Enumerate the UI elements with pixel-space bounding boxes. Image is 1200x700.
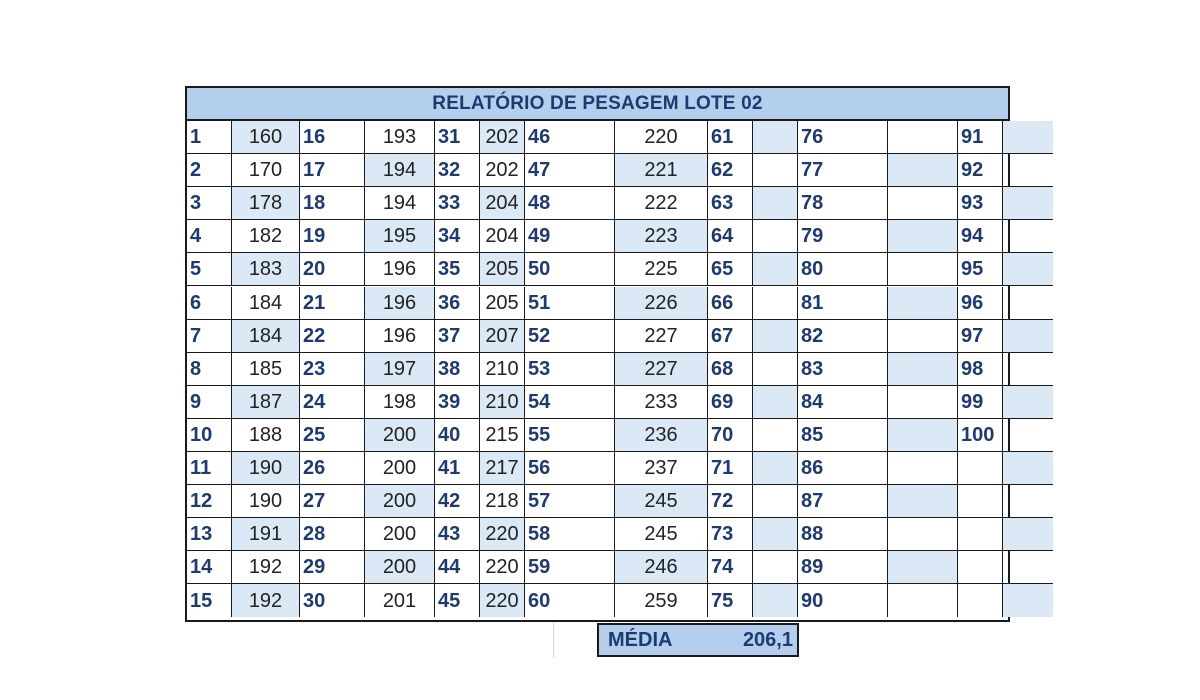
weight-value-cell: 215: [480, 419, 525, 452]
item-number-cell: 46: [525, 121, 615, 154]
weight-value-cell: 233: [615, 386, 708, 419]
weight-value-cell: [888, 121, 958, 154]
item-number-cell: 73: [708, 518, 753, 551]
item-number-cell: 37: [435, 320, 480, 353]
item-number-cell: 15: [187, 584, 232, 617]
item-number-cell: 90: [798, 584, 888, 617]
weight-value-cell: 221: [615, 154, 708, 187]
item-number-cell: 98: [958, 353, 1003, 386]
weight-value-cell: [888, 551, 958, 584]
weight-value-cell: [1003, 353, 1053, 386]
item-number-cell: 28: [300, 518, 365, 551]
item-number-cell: 10: [187, 419, 232, 452]
item-number-cell: 71: [708, 452, 753, 485]
average-box: [597, 623, 799, 657]
item-number-cell: 66: [708, 287, 753, 320]
item-number-cell: 30: [300, 584, 365, 617]
item-number-cell: 9: [187, 386, 232, 419]
weight-value-cell: [888, 154, 958, 187]
weight-value-cell: 196: [365, 287, 435, 320]
weight-value-cell: [888, 386, 958, 419]
item-number-cell: 3: [187, 187, 232, 220]
item-number-cell: [958, 518, 1003, 551]
weight-value-cell: [753, 551, 798, 584]
weighing-report-table: [185, 86, 1010, 622]
item-number-cell: 84: [798, 386, 888, 419]
item-number-cell: 79: [798, 220, 888, 253]
item-number-cell: 8: [187, 353, 232, 386]
weight-value-cell: [1003, 220, 1053, 253]
item-number-cell: 35: [435, 253, 480, 286]
weight-value-cell: 220: [615, 121, 708, 154]
item-number-cell: 65: [708, 253, 753, 286]
item-number-cell: 39: [435, 386, 480, 419]
weight-value-cell: 217: [480, 452, 525, 485]
item-number-cell: 16: [300, 121, 365, 154]
weight-value-cell: 184: [232, 287, 300, 320]
item-number-cell: 95: [958, 253, 1003, 286]
weight-value-cell: 259: [615, 584, 708, 617]
item-number-cell: 53: [525, 353, 615, 386]
report-title: RELATÓRIO DE PESAGEM LOTE 02: [432, 92, 763, 114]
weight-value-cell: 196: [365, 320, 435, 353]
item-number-cell: 72: [708, 485, 753, 518]
item-number-cell: 11: [187, 452, 232, 485]
item-number-cell: 43: [435, 518, 480, 551]
weight-value-cell: [888, 518, 958, 551]
item-number-cell: 83: [798, 353, 888, 386]
item-number-cell: 26: [300, 452, 365, 485]
item-number-cell: 69: [708, 386, 753, 419]
item-number-cell: 48: [525, 187, 615, 220]
item-number-cell: 41: [435, 452, 480, 485]
weight-value-cell: [1003, 551, 1053, 584]
weight-value-cell: [1003, 320, 1053, 353]
weight-value-cell: 185: [232, 353, 300, 386]
item-number-cell: 6: [187, 287, 232, 320]
item-number-cell: 81: [798, 287, 888, 320]
weight-value-cell: 222: [615, 187, 708, 220]
item-number-cell: 13: [187, 518, 232, 551]
item-number-cell: 29: [300, 551, 365, 584]
item-number-cell: 12: [187, 485, 232, 518]
weight-value-cell: [1003, 154, 1053, 187]
item-number-cell: 59: [525, 551, 615, 584]
weight-value-cell: 236: [615, 419, 708, 452]
item-number-cell: 67: [708, 320, 753, 353]
item-number-cell: 18: [300, 187, 365, 220]
item-number-cell: 62: [708, 154, 753, 187]
item-number-cell: 89: [798, 551, 888, 584]
weight-value-cell: [753, 220, 798, 253]
weight-value-cell: 191: [232, 518, 300, 551]
item-number-cell: 4: [187, 220, 232, 253]
item-number-cell: 55: [525, 419, 615, 452]
item-number-cell: 60: [525, 584, 615, 617]
item-number-cell: 42: [435, 485, 480, 518]
item-number-cell: 77: [798, 154, 888, 187]
item-number-cell: 74: [708, 551, 753, 584]
item-number-cell: 56: [525, 452, 615, 485]
weight-value-cell: 202: [480, 154, 525, 187]
weight-value-cell: [888, 220, 958, 253]
weight-value-cell: 193: [365, 121, 435, 154]
item-number-cell: 78: [798, 187, 888, 220]
weight-value-cell: 226: [615, 287, 708, 320]
weight-value-cell: 200: [365, 551, 435, 584]
item-number-cell: 97: [958, 320, 1003, 353]
weight-value-cell: 245: [615, 518, 708, 551]
item-number-cell: 87: [798, 485, 888, 518]
weight-value-cell: [1003, 386, 1053, 419]
weight-value-cell: [1003, 287, 1053, 320]
weight-value-cell: 225: [615, 253, 708, 286]
weight-value-cell: [888, 253, 958, 286]
weight-value-cell: [1003, 584, 1053, 617]
weight-value-cell: 194: [365, 187, 435, 220]
item-number-cell: 19: [300, 220, 365, 253]
weight-value-cell: [1003, 187, 1053, 220]
item-number-cell: 94: [958, 220, 1003, 253]
weight-value-cell: 207: [480, 320, 525, 353]
weight-value-cell: [1003, 253, 1053, 286]
weight-value-cell: 220: [480, 584, 525, 617]
weight-value-cell: [888, 287, 958, 320]
item-number-cell: 17: [300, 154, 365, 187]
weight-value-cell: 160: [232, 121, 300, 154]
weight-value-cell: 183: [232, 253, 300, 286]
item-number-cell: 40: [435, 419, 480, 452]
weight-value-cell: [753, 287, 798, 320]
weight-value-cell: 245: [615, 485, 708, 518]
item-number-cell: 34: [435, 220, 480, 253]
item-number-cell: 91: [958, 121, 1003, 154]
item-number-cell: 54: [525, 386, 615, 419]
weight-value-cell: 204: [480, 187, 525, 220]
item-number-cell: 2: [187, 154, 232, 187]
weight-value-cell: 188: [232, 419, 300, 452]
weighing-grid: [187, 121, 1008, 620]
weight-value-cell: [753, 121, 798, 154]
weight-value-cell: 200: [365, 485, 435, 518]
weight-value-cell: [753, 452, 798, 485]
item-number-cell: 92: [958, 154, 1003, 187]
item-number-cell: 58: [525, 518, 615, 551]
weight-value-cell: [888, 353, 958, 386]
item-number-cell: 38: [435, 353, 480, 386]
weight-value-cell: 200: [365, 419, 435, 452]
weight-value-cell: 220: [480, 518, 525, 551]
weight-value-cell: [753, 353, 798, 386]
weight-value-cell: [888, 419, 958, 452]
weight-value-cell: 195: [365, 220, 435, 253]
weight-value-cell: 197: [365, 353, 435, 386]
weight-value-cell: [888, 320, 958, 353]
weight-value-cell: 237: [615, 452, 708, 485]
item-number-cell: 68: [708, 353, 753, 386]
item-number-cell: 63: [708, 187, 753, 220]
item-number-cell: 45: [435, 584, 480, 617]
item-number-cell: 25: [300, 419, 365, 452]
item-number-cell: 80: [798, 253, 888, 286]
weight-value-cell: [888, 485, 958, 518]
item-number-cell: 47: [525, 154, 615, 187]
weight-value-cell: 200: [365, 518, 435, 551]
item-number-cell: 31: [435, 121, 480, 154]
weight-value-cell: 227: [615, 353, 708, 386]
item-number-cell: 88: [798, 518, 888, 551]
weight-value-cell: 192: [232, 551, 300, 584]
weight-value-cell: [753, 253, 798, 286]
weight-value-cell: 210: [480, 353, 525, 386]
report-title-bar: [187, 88, 1008, 121]
weight-value-cell: 227: [615, 320, 708, 353]
weight-value-cell: 170: [232, 154, 300, 187]
weight-value-cell: 187: [232, 386, 300, 419]
weight-value-cell: [888, 452, 958, 485]
weight-value-cell: 205: [480, 253, 525, 286]
weight-value-cell: 198: [365, 386, 435, 419]
item-number-cell: 82: [798, 320, 888, 353]
item-number-cell: 96: [958, 287, 1003, 320]
weight-value-cell: 196: [365, 253, 435, 286]
item-number-cell: 86: [798, 452, 888, 485]
weight-value-cell: 190: [232, 485, 300, 518]
weight-value-cell: 204: [480, 220, 525, 253]
average-label: MÉDIA: [608, 628, 673, 651]
item-number-cell: 52: [525, 320, 615, 353]
weight-value-cell: [753, 154, 798, 187]
item-number-cell: 5: [187, 253, 232, 286]
item-number-cell: 70: [708, 419, 753, 452]
weight-value-cell: 178: [232, 187, 300, 220]
weight-value-cell: 218: [480, 485, 525, 518]
item-number-cell: 24: [300, 386, 365, 419]
weight-value-cell: [753, 320, 798, 353]
item-number-cell: 57: [525, 485, 615, 518]
item-number-cell: 33: [435, 187, 480, 220]
weight-value-cell: [753, 518, 798, 551]
item-number-cell: 51: [525, 287, 615, 320]
item-number-cell: 36: [435, 287, 480, 320]
weight-value-cell: [753, 419, 798, 452]
weight-value-cell: 194: [365, 154, 435, 187]
weight-value-cell: 200: [365, 452, 435, 485]
sheet-guide-line: [553, 622, 554, 658]
item-number-cell: 14: [187, 551, 232, 584]
item-number-cell: 75: [708, 584, 753, 617]
item-number-cell: 44: [435, 551, 480, 584]
item-number-cell: 99: [958, 386, 1003, 419]
item-number-cell: 50: [525, 253, 615, 286]
weight-value-cell: [1003, 419, 1053, 452]
weight-value-cell: [753, 485, 798, 518]
item-number-cell: 64: [708, 220, 753, 253]
weight-value-cell: 201: [365, 584, 435, 617]
weight-value-cell: [1003, 452, 1053, 485]
item-number-cell: 32: [435, 154, 480, 187]
weight-value-cell: 184: [232, 320, 300, 353]
weight-value-cell: 182: [232, 220, 300, 253]
weight-value-cell: [1003, 121, 1053, 154]
item-number-cell: [958, 584, 1003, 617]
item-number-cell: 61: [708, 121, 753, 154]
weight-value-cell: [753, 187, 798, 220]
item-number-cell: 49: [525, 220, 615, 253]
weight-value-cell: [1003, 518, 1053, 551]
weight-value-cell: 202: [480, 121, 525, 154]
weight-value-cell: 210: [480, 386, 525, 419]
item-number-cell: [958, 485, 1003, 518]
item-number-cell: 21: [300, 287, 365, 320]
item-number-cell: 22: [300, 320, 365, 353]
weight-value-cell: [1003, 485, 1053, 518]
item-number-cell: 23: [300, 353, 365, 386]
item-number-cell: 93: [958, 187, 1003, 220]
item-number-cell: [958, 551, 1003, 584]
average-value: 206,1: [742, 628, 793, 651]
item-number-cell: 100: [958, 419, 1003, 452]
weight-value-cell: 223: [615, 220, 708, 253]
weight-value-cell: [753, 584, 798, 617]
weight-value-cell: [888, 584, 958, 617]
weight-value-cell: 205: [480, 287, 525, 320]
weight-value-cell: 220: [480, 551, 525, 584]
weight-value-cell: [888, 187, 958, 220]
item-number-cell: 7: [187, 320, 232, 353]
weight-value-cell: 190: [232, 452, 300, 485]
weight-value-cell: 246: [615, 551, 708, 584]
item-number-cell: 85: [798, 419, 888, 452]
item-number-cell: 27: [300, 485, 365, 518]
item-number-cell: 20: [300, 253, 365, 286]
item-number-cell: 76: [798, 121, 888, 154]
weight-value-cell: [753, 386, 798, 419]
weight-value-cell: 192: [232, 584, 300, 617]
item-number-cell: 1: [187, 121, 232, 154]
item-number-cell: [958, 452, 1003, 485]
